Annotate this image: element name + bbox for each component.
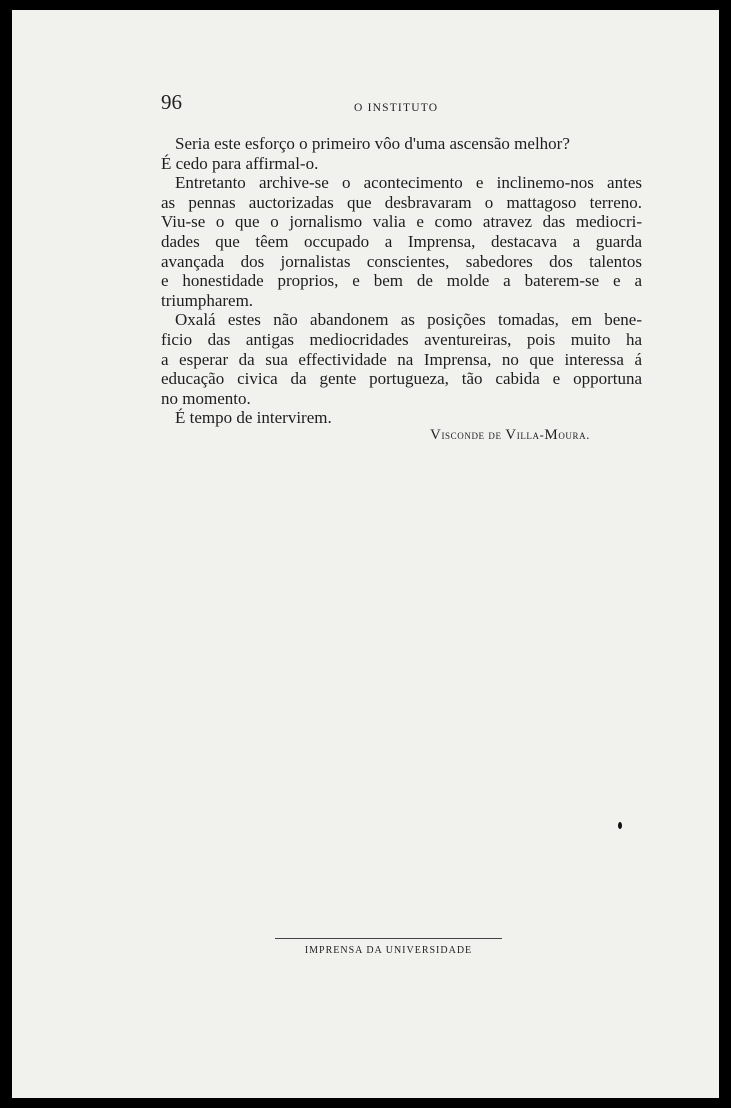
text-line: e honestidade proprios, e bem de molde a baterem-se e a (161, 271, 642, 291)
text-line: triumpharem. (161, 290, 254, 310)
text-line: educação civica da gente portugueza, tão cabida e opportuna (161, 369, 642, 389)
running-title: O INSTITUTO (354, 102, 439, 114)
text-line: Entretanto archive-se o acontecimento e inclinemo-nos antes (175, 173, 642, 193)
text-line: ficio das antigas mediocridades aventureiras, pois muito ha (161, 329, 642, 349)
page-header (12, 90, 719, 120)
text-line: Viu-se o que o jornalismo valia e como atravez das mediocri- (161, 212, 642, 232)
printer-imprint: IMPRENSA DA UNIVERSIDADE (304, 945, 473, 956)
text-line: É cedo para affirmal-o. (161, 153, 319, 173)
article-text (161, 134, 642, 428)
text-line: Oxalá estes não abandonem as posições tomadas, em bene- (175, 310, 642, 330)
footer-rule (275, 938, 502, 939)
text-line: É tempo de intervirem. (175, 408, 332, 428)
text-line: dades que têem occupado a Imprensa, destacava a guarda (161, 231, 642, 251)
text-line: avançada dos jornalistas conscientes, sabedores dos talentos (161, 251, 642, 271)
document-page (12, 10, 719, 1098)
author-signature: Visconde de Villa-Moura. (430, 427, 590, 443)
text-line: Seria este esforço o primeiro vôo d'uma ascensão melhor? (175, 134, 570, 153)
page-number: 96 (161, 90, 182, 114)
text-line: no momento. (161, 388, 251, 408)
ink-spot (618, 822, 622, 829)
text-line: as pennas auctorizadas que desbravaram o mattagoso terreno. (161, 192, 642, 212)
text-line: a esperar da sua effectividade na Imprensa, no que interessa á (161, 349, 642, 369)
